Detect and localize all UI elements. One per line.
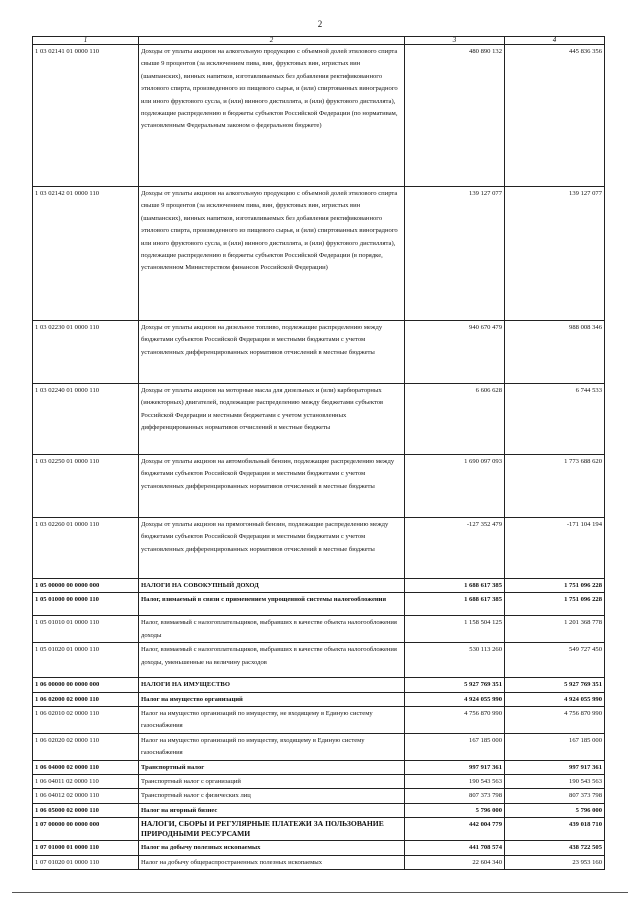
- table-row: [33, 593, 605, 616]
- row-value-col3: 5 927 769 351: [405, 678, 505, 692]
- row-name: Доходы от уплаты акцизов на дизельное топливо, подлежащие распределению между бюджетами субъектов Российской Федерации и местными бюджетами с учетом установленных дифференцированных нормативов отчислений в местные бюджеты: [139, 321, 405, 384]
- table-row: [33, 579, 605, 593]
- header-col-1: 1: [33, 37, 139, 45]
- row-value-col3: 1 690 097 093: [405, 455, 505, 518]
- table-row: [33, 45, 605, 187]
- page-number: 2: [317, 19, 323, 29]
- row-value-col4: 5 796 000: [505, 803, 605, 817]
- page-bottom-rule: [12, 892, 628, 893]
- row-name: Налог на имущество организаций по имуществу, входящему в Единую систему газоснабжения: [139, 733, 405, 760]
- row-value-col3: 167 185 000: [405, 733, 505, 760]
- row-value-col3: 5 796 000: [405, 803, 505, 817]
- row-value-col3: 4 756 870 990: [405, 707, 505, 734]
- table-row: [33, 187, 605, 321]
- row-code: 1 03 02240 01 0000 110: [33, 384, 139, 455]
- row-name: НАЛОГИ НА СОВОКУПНЫЙ ДОХОД: [139, 579, 405, 593]
- header-col-4: 4: [505, 37, 605, 45]
- row-value-col4: 4 924 055 990: [505, 692, 605, 706]
- row-value-col3: 1 688 617 385: [405, 593, 505, 616]
- row-value-col4: 1 751 096 228: [505, 593, 605, 616]
- row-value-col4: 445 836 356: [505, 45, 605, 187]
- row-value-col3: 530 113 260: [405, 643, 505, 678]
- row-code: 1 06 00000 00 0000 000: [33, 678, 139, 692]
- row-value-col3: 480 890 132: [405, 45, 505, 187]
- row-code: 1 05 00000 00 0000 000: [33, 579, 139, 593]
- row-code: 1 03 02260 01 0000 110: [33, 518, 139, 579]
- header-col-3: 3: [405, 37, 505, 45]
- row-name: Налог на добычу общераспространенных полезных ископаемых: [139, 855, 405, 869]
- row-name: Налог, взимаемый с налогоплательщиков, выбравших в качестве объекта налогообложения доходы: [139, 616, 405, 643]
- table-row: [33, 643, 605, 678]
- table-row: [33, 803, 605, 817]
- row-name: Транспортный налог с физических лиц: [139, 789, 405, 803]
- row-value-col3: -127 352 479: [405, 518, 505, 579]
- row-value-col4: 549 727 450: [505, 643, 605, 678]
- row-name: Транспортный налог: [139, 760, 405, 774]
- row-code: 1 05 01010 01 0000 110: [33, 616, 139, 643]
- row-name: Транспортный налог с организаций: [139, 775, 405, 789]
- table-row: [33, 384, 605, 455]
- row-value-col4: 807 373 798: [505, 789, 605, 803]
- row-name: Доходы от уплаты акцизов на моторные масла для дизельных и (или) карбюраторных (инжекторных) двигателей, подлежащие распределению между бюджетами субъектов Российской Федерации и местными бюджетами с учетом установленных дифференцированных нормативов отчислений в местные бюджеты: [139, 384, 405, 455]
- table-row: [33, 818, 605, 841]
- row-name: Налог на игорный бизнес: [139, 803, 405, 817]
- row-value-col3: 807 373 798: [405, 789, 505, 803]
- table-row: [33, 707, 605, 734]
- row-code: 1 05 01000 00 0000 110: [33, 593, 139, 616]
- row-code: 1 06 02010 02 0000 110: [33, 707, 139, 734]
- row-name: Доходы от уплаты акцизов на алкогольную продукцию с объемной долей этилового спирта свыше 9 процентов (за исключением пива, вин, фруктовых вин, игристых вин (шампанских), винных напитков, изготавливаемых без добавления ректификованного этилового спирта, произведенного из пищевого сырья, и (или) спиртованных виноградного или иного фруктового сусла, и (или) винного дистиллята, и (или) фруктового дистиллята), подлежащие распределению в бюджеты субъектов Российской Федерации (в порядке, установленном Министерством финансов Российской Федерации): [139, 187, 405, 321]
- row-code: 1 06 04011 02 0000 110: [33, 775, 139, 789]
- table-row: [33, 855, 605, 869]
- table-row: [33, 518, 605, 579]
- row-name: Налог, взимаемый с налогоплательщиков, выбравших в качестве объекта налогообложения доходы, уменьшенные на величину расходов: [139, 643, 405, 678]
- row-value-col4: 190 543 563: [505, 775, 605, 789]
- row-value-col3: 997 917 361: [405, 760, 505, 774]
- row-value-col4: -171 104 194: [505, 518, 605, 579]
- header-col-2: 2: [139, 37, 405, 45]
- row-code: 1 07 01020 01 0000 110: [33, 855, 139, 869]
- row-value-col4: 997 917 361: [505, 760, 605, 774]
- row-code: 1 06 02020 02 0000 110: [33, 733, 139, 760]
- revenue-table-body: [33, 37, 605, 870]
- row-value-col3: 442 004 779: [405, 818, 505, 841]
- row-value-col4: 1 773 688 620: [505, 455, 605, 518]
- row-name: Налог, взимаемый в связи с применением упрощенной системы налогообложения: [139, 593, 405, 616]
- row-value-col4: 23 953 160: [505, 855, 605, 869]
- table-row: [33, 760, 605, 774]
- row-name: Доходы от уплаты акцизов на автомобильный бензин, подлежащие распределению между бюджетами субъектов Российской Федерации и местными бюджетами с учетом установленных дифференцированных нормативов отчислений в местные бюджеты: [139, 455, 405, 518]
- row-code: 1 03 02141 01 0000 110: [33, 45, 139, 187]
- row-value-col3: 190 543 563: [405, 775, 505, 789]
- row-code: 1 03 02230 01 0000 110: [33, 321, 139, 384]
- row-value-col3: 1 688 617 385: [405, 579, 505, 593]
- row-value-col4: 438 722 505: [505, 841, 605, 855]
- row-value-col3: 1 158 504 125: [405, 616, 505, 643]
- row-name: Налог на имущество организаций: [139, 692, 405, 706]
- row-value-col4: 139 127 077: [505, 187, 605, 321]
- row-value-col4: 6 744 533: [505, 384, 605, 455]
- row-value-col3: 139 127 077: [405, 187, 505, 321]
- row-name: НАЛОГИ, СБОРЫ И РЕГУЛЯРНЫЕ ПЛАТЕЖИ ЗА ПОЛЬЗОВАНИЕ ПРИРОДНЫМИ РЕСУРСАМИ: [139, 818, 405, 841]
- row-value-col3: 940 670 479: [405, 321, 505, 384]
- table-row: [33, 455, 605, 518]
- row-code: 1 07 01000 01 0000 110: [33, 841, 139, 855]
- row-code: 1 07 00000 00 0000 000: [33, 818, 139, 841]
- row-name: Налог на имущество организаций по имуществу, не входящему в Единую систему газоснабжения: [139, 707, 405, 734]
- row-value-col4: 1 201 368 778: [505, 616, 605, 643]
- table-header-row: [33, 37, 605, 45]
- row-name: Налог на добычу полезных ископаемых: [139, 841, 405, 855]
- table-row: [33, 678, 605, 692]
- table-row: [33, 733, 605, 760]
- row-value-col4: 1 751 096 228: [505, 579, 605, 593]
- row-code: 1 06 05000 02 0000 110: [33, 803, 139, 817]
- row-code: 1 06 02000 02 0000 110: [33, 692, 139, 706]
- row-value-col4: 4 756 870 990: [505, 707, 605, 734]
- row-value-col3: 4 924 055 990: [405, 692, 505, 706]
- table-row: [33, 692, 605, 706]
- row-code: 1 06 04012 02 0000 110: [33, 789, 139, 803]
- row-code: 1 03 02142 01 0000 110: [33, 187, 139, 321]
- row-code: 1 05 01020 01 0000 110: [33, 643, 139, 678]
- revenue-table: [32, 36, 605, 870]
- row-name: Доходы от уплаты акцизов на алкогольную продукцию с объемной долей этилового спирта свыше 9 процентов (за исключением пива, вин, фруктовых вин, игристых вин (шампанских), винных напитков, изготавливаемых без добавления ректификованного этилового спирта, произведенного из пищевого сырья, и (или) спиртованных виноградного или иного фруктового сусла, и (или) винного дистиллята, и (или) фруктового дистиллята), подлежащие распределению в бюджеты субъектов Российской Федерации (по нормативам, установленным Федеральным законом о федеральном бюджете): [139, 45, 405, 187]
- row-name: Доходы от уплаты акцизов на прямогонный бензин, подлежащие распределению между бюджетами субъектов Российской Федерации и местными бюджетами с учетом установленных дифференцированных нормативов отчислений в местные бюджеты: [139, 518, 405, 579]
- row-code: 1 03 02250 01 0000 110: [33, 455, 139, 518]
- row-value-col4: 439 018 710: [505, 818, 605, 841]
- table-row: [33, 789, 605, 803]
- table-row: [33, 616, 605, 643]
- row-value-col4: 167 185 000: [505, 733, 605, 760]
- row-value-col3: 6 606 628: [405, 384, 505, 455]
- row-name: НАЛОГИ НА ИМУЩЕСТВО: [139, 678, 405, 692]
- row-value-col3: 22 604 340: [405, 855, 505, 869]
- table-row: [33, 321, 605, 384]
- row-value-col4: 5 927 769 351: [505, 678, 605, 692]
- row-code: 1 06 04000 02 0000 110: [33, 760, 139, 774]
- table-row: [33, 775, 605, 789]
- row-value-col3: 441 708 574: [405, 841, 505, 855]
- table-row: [33, 841, 605, 855]
- row-value-col4: 988 008 346: [505, 321, 605, 384]
